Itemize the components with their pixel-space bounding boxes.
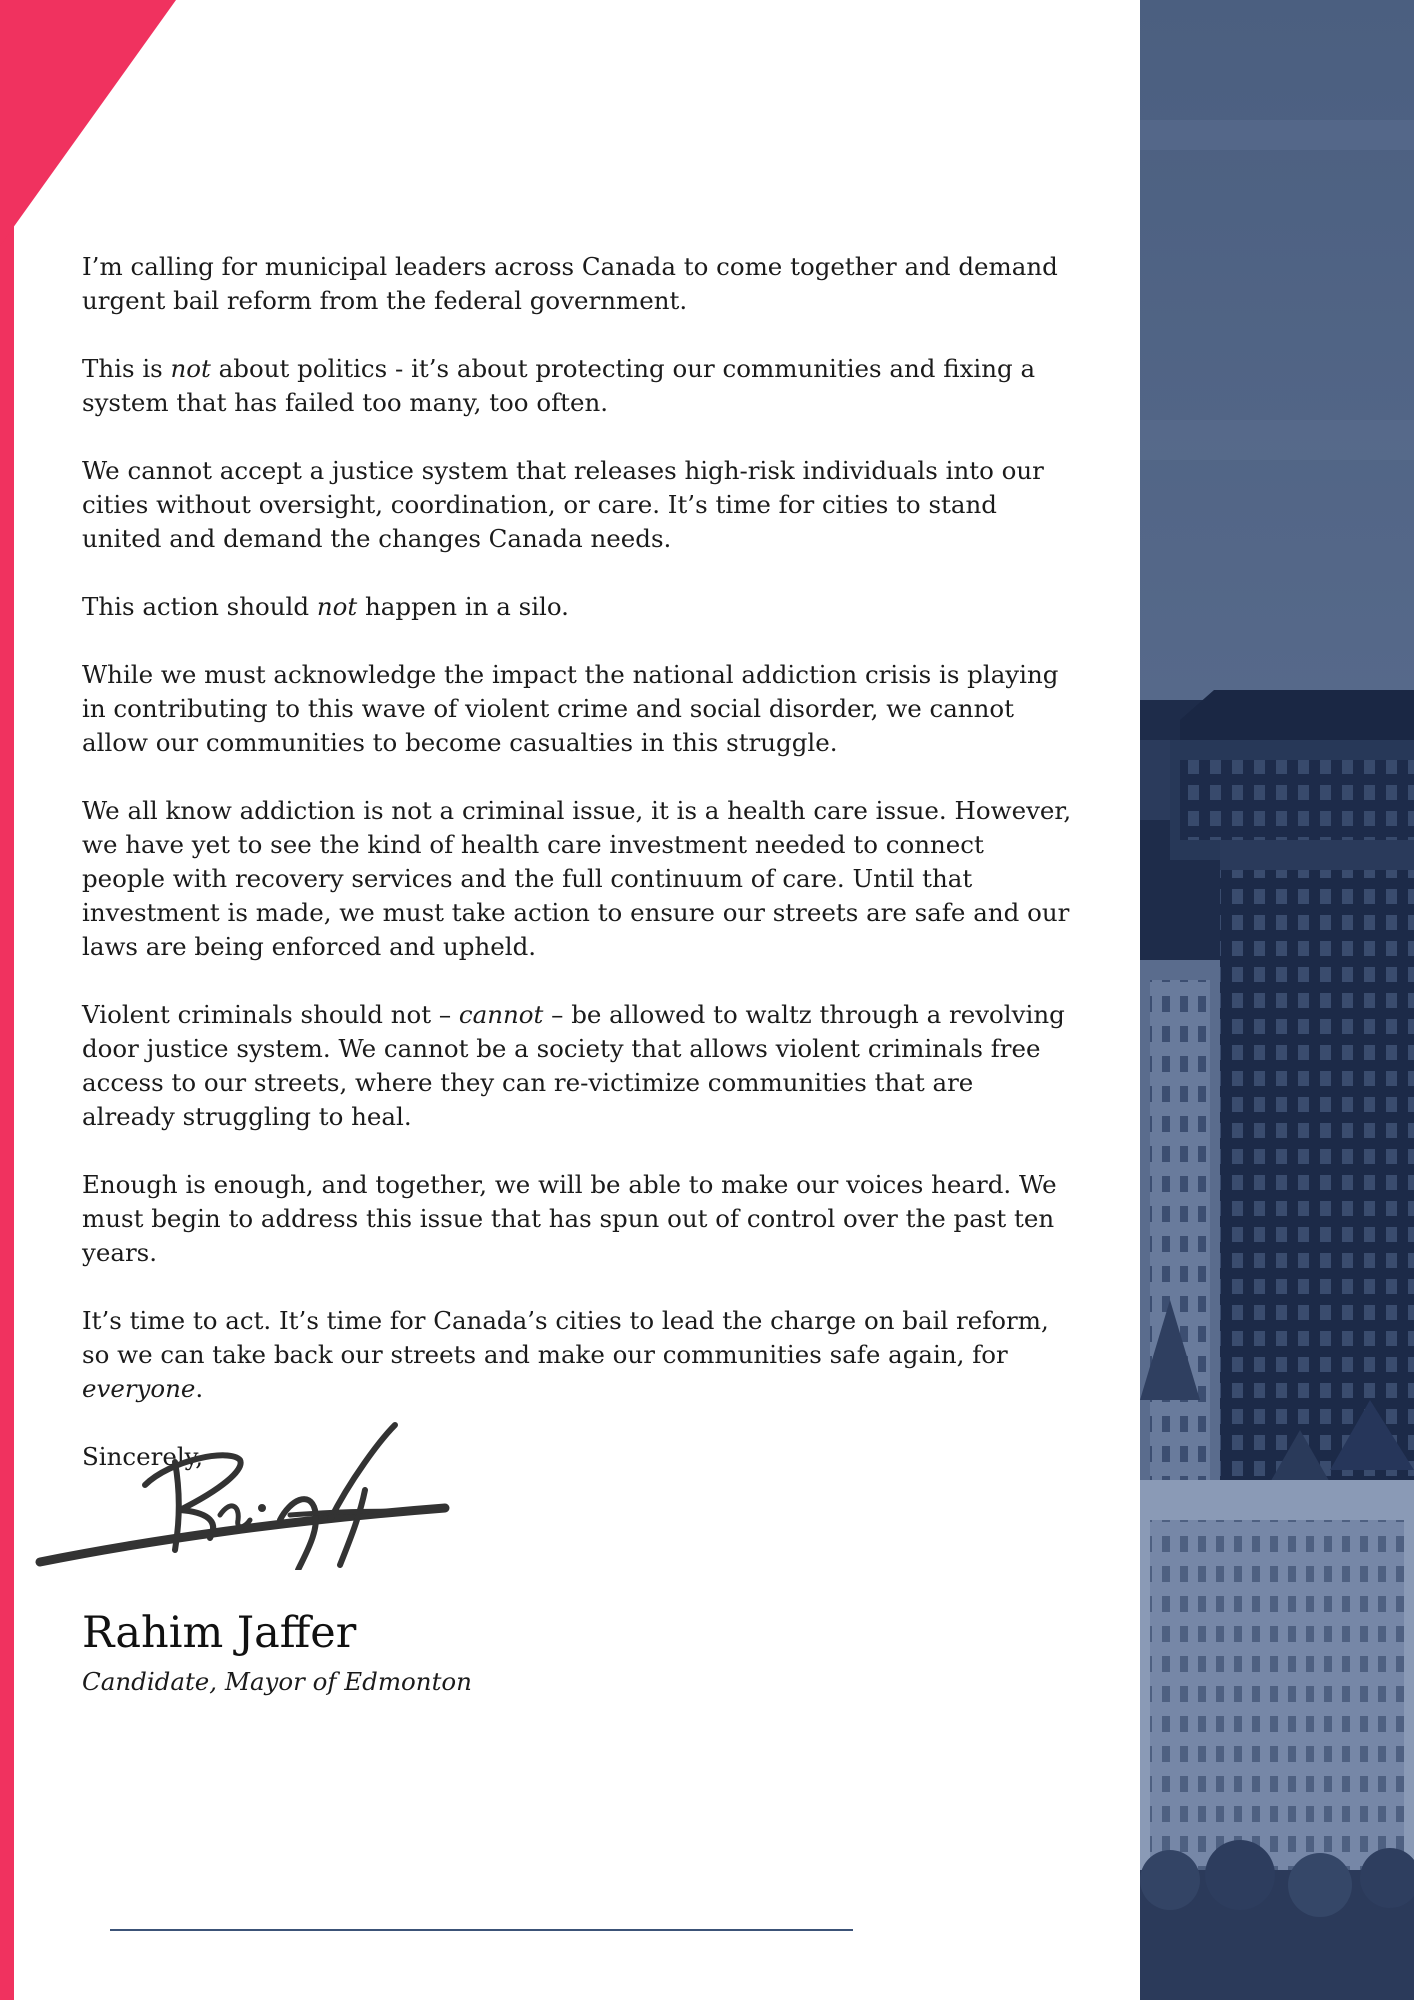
city-photo-panel	[1140, 0, 1414, 2000]
paragraph	[82, 454, 1072, 556]
paragraph-text: I’m calling for municipal leaders across Canada to come together and demand urgent bail reform from the federal government.	[82, 252, 1058, 315]
accent-corner-triangle	[0, 0, 180, 250]
city-skyline-image	[1140, 0, 1414, 2000]
paragraph	[82, 998, 1072, 1134]
paragraph	[82, 1168, 1072, 1270]
emphasis-text: everyone	[82, 1374, 196, 1403]
paragraph-text: Violent criminals should not –	[82, 1000, 459, 1029]
paragraph-text: This is	[82, 354, 171, 383]
paragraph	[82, 590, 1072, 624]
paragraph-text: It’s time to act. It’s time for Canada’s cities to lead the charge on bail reform, so we can take back our streets and make our communities safe again, for	[82, 1306, 1049, 1369]
emphasis-text: not	[316, 592, 358, 621]
paragraph-text: We cannot accept a justice system that releases high-risk individuals into our cities without oversight, coordination, or care. It’s time for cities to stand united and demand the changes Canada needs.	[82, 456, 1044, 553]
paragraph-text: happen in a silo.	[357, 592, 569, 621]
paragraph-text: While we must acknowledge the impact the national addiction crisis is playing in contributing to this wave of violent crime and social disorder, we cannot allow our communities to become casualties in this struggle.	[82, 660, 1059, 757]
paragraph	[82, 794, 1072, 964]
emphasis-text: not	[170, 354, 211, 383]
signer-name: Rahim Jaffer	[82, 1608, 357, 1658]
paragraph-text: This action should	[82, 592, 317, 621]
handwritten-signature	[30, 1420, 460, 1570]
signer-title: Candidate, Mayor of Edmonton	[82, 1667, 472, 1696]
closing-text: Sincerely,	[82, 1442, 204, 1471]
paragraph-text: .	[195, 1374, 204, 1403]
emphasis-text: cannot	[458, 1000, 544, 1029]
paragraph	[82, 1304, 1072, 1406]
accent-bar	[0, 0, 14, 2000]
paragraph-text: about politics - it’s about protecting our communities and fixing a system that has failed too many, too often.	[82, 354, 1036, 417]
footer-divider	[110, 1929, 853, 1931]
paragraph-text: – be allowed to waltz through a revolving door justice system. We cannot be a society that allows violent criminals free access to our streets, where they can re-victimize communities that are already struggling to heal.	[82, 1000, 1065, 1131]
paragraph	[82, 250, 1072, 318]
paragraph-text: We all know addiction is not a criminal issue, it is a health care issue. However, we have yet to see the kind of health care investment needed to connect people with recovery services and the full continuum of care. Until that investment is made, we must take action to ensure our streets are safe and our laws are being enforced and upheld.	[82, 796, 1072, 961]
letter-body	[82, 250, 1072, 1474]
paragraph	[82, 658, 1072, 760]
paragraph-text: Enough is enough, and together, we will be able to make our voices heard. We must begin to address this issue that has spun out of control over the past ten years.	[82, 1170, 1057, 1267]
paragraph	[82, 352, 1072, 420]
